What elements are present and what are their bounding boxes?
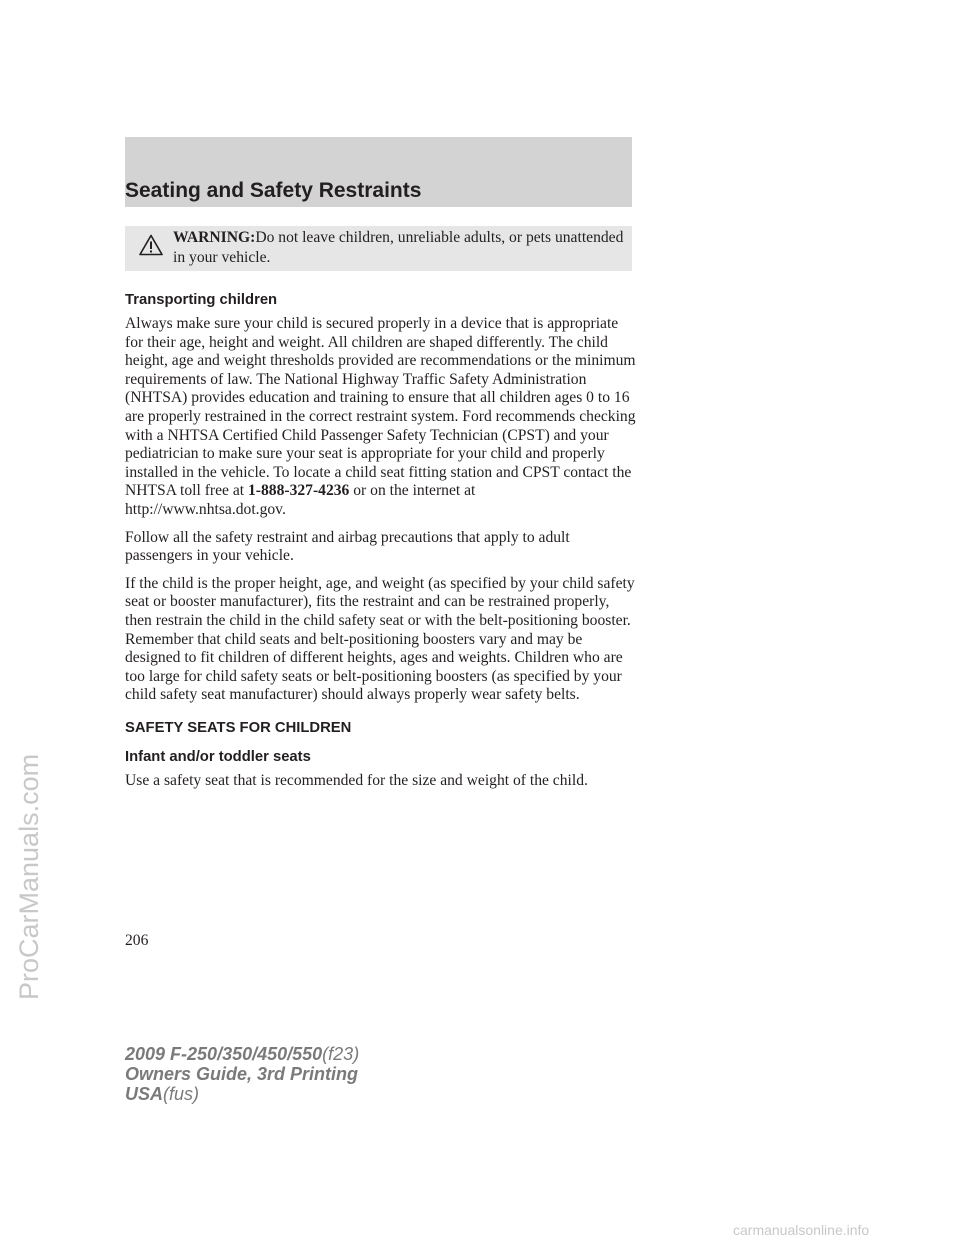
- footer-guide: Owners Guide, 3rd Printing: [125, 1064, 359, 1084]
- page-title: Seating and Safety Restraints: [125, 179, 422, 202]
- main-content: [125, 290, 637, 799]
- bottom-watermark: carmanualsonline.info: [733, 1222, 870, 1238]
- subheading-infant-toddler: Infant and/or toddler seats: [125, 748, 311, 765]
- side-watermark: ProCarManuals.com: [14, 753, 44, 1000]
- nhtsa-phone-number: 1-888-327-4236: [248, 482, 350, 500]
- paragraph-transporting-1: [125, 315, 637, 520]
- warning-text: [173, 228, 628, 268]
- section-heading-transporting: Transporting children: [125, 292, 278, 308]
- paragraph-transporting-2: Follow all the safety restraint and airbag precautions that apply to adult passengers in your vehicle.: [125, 528, 570, 565]
- page-number: 206: [125, 932, 149, 949]
- warning-message: Do not leave children, unreliable adults, or pets unattended in your vehicle.: [173, 229, 624, 266]
- footer-market-code: (fus): [163, 1084, 200, 1104]
- paragraph-text: or on the internet at http://www.nhtsa.dot.gov.: [125, 482, 476, 518]
- paragraph-text: Always make sure your child is secured properly in a device that is appropriate for their age, height and weight. All children are shaped differently. The child height, age and weight thresholds provided are recommendations or the minimum requirements of law. The National Highway Traffic Safety Administration (NHTSA) provides education and training to ensure that all children ages 0 to 16 are properly restrained in the correct restraint system. Ford recommends checking with a NHTSA Certified Child Passenger Safety Technician (CPST) and your pediatrician to make sure your seat is appropriate for your child and properly installed in the vehicle. To locate a child seat fitting station and CPST contact the NHTSA toll free at: [125, 315, 636, 500]
- warning-triangle-icon: [139, 234, 163, 256]
- warning-label: WARNING:: [173, 229, 256, 246]
- footer-model: 2009 F-250/350/450/550: [125, 1044, 323, 1064]
- footer-model-code: (f23): [322, 1044, 360, 1064]
- footer-print-info: [125, 1044, 359, 1104]
- paragraph-safety-seats-1: Use a safety seat that is recommended for the size and weight of the child.: [125, 771, 588, 789]
- paragraph-transporting-3: If the child is the proper height, age, and weight (as specified by your child safety seat or booster manufacturer), fits the restraint and can be restrained properly, then restrain the child in the child safety seat or with the belt-positioning booster. Remember that child seats and belt-positioning boosters vary and may be designed to fit children of different heights, ages and weights. Children who are too large for child safety seats or belt-positioning boosters (as specified by your child safety seat manufacturer) should always properly wear safety belts.: [125, 574, 635, 704]
- footer-market: USA: [125, 1084, 164, 1104]
- section-heading-safety-seats: SAFETY SEATS FOR CHILDREN: [125, 719, 352, 736]
